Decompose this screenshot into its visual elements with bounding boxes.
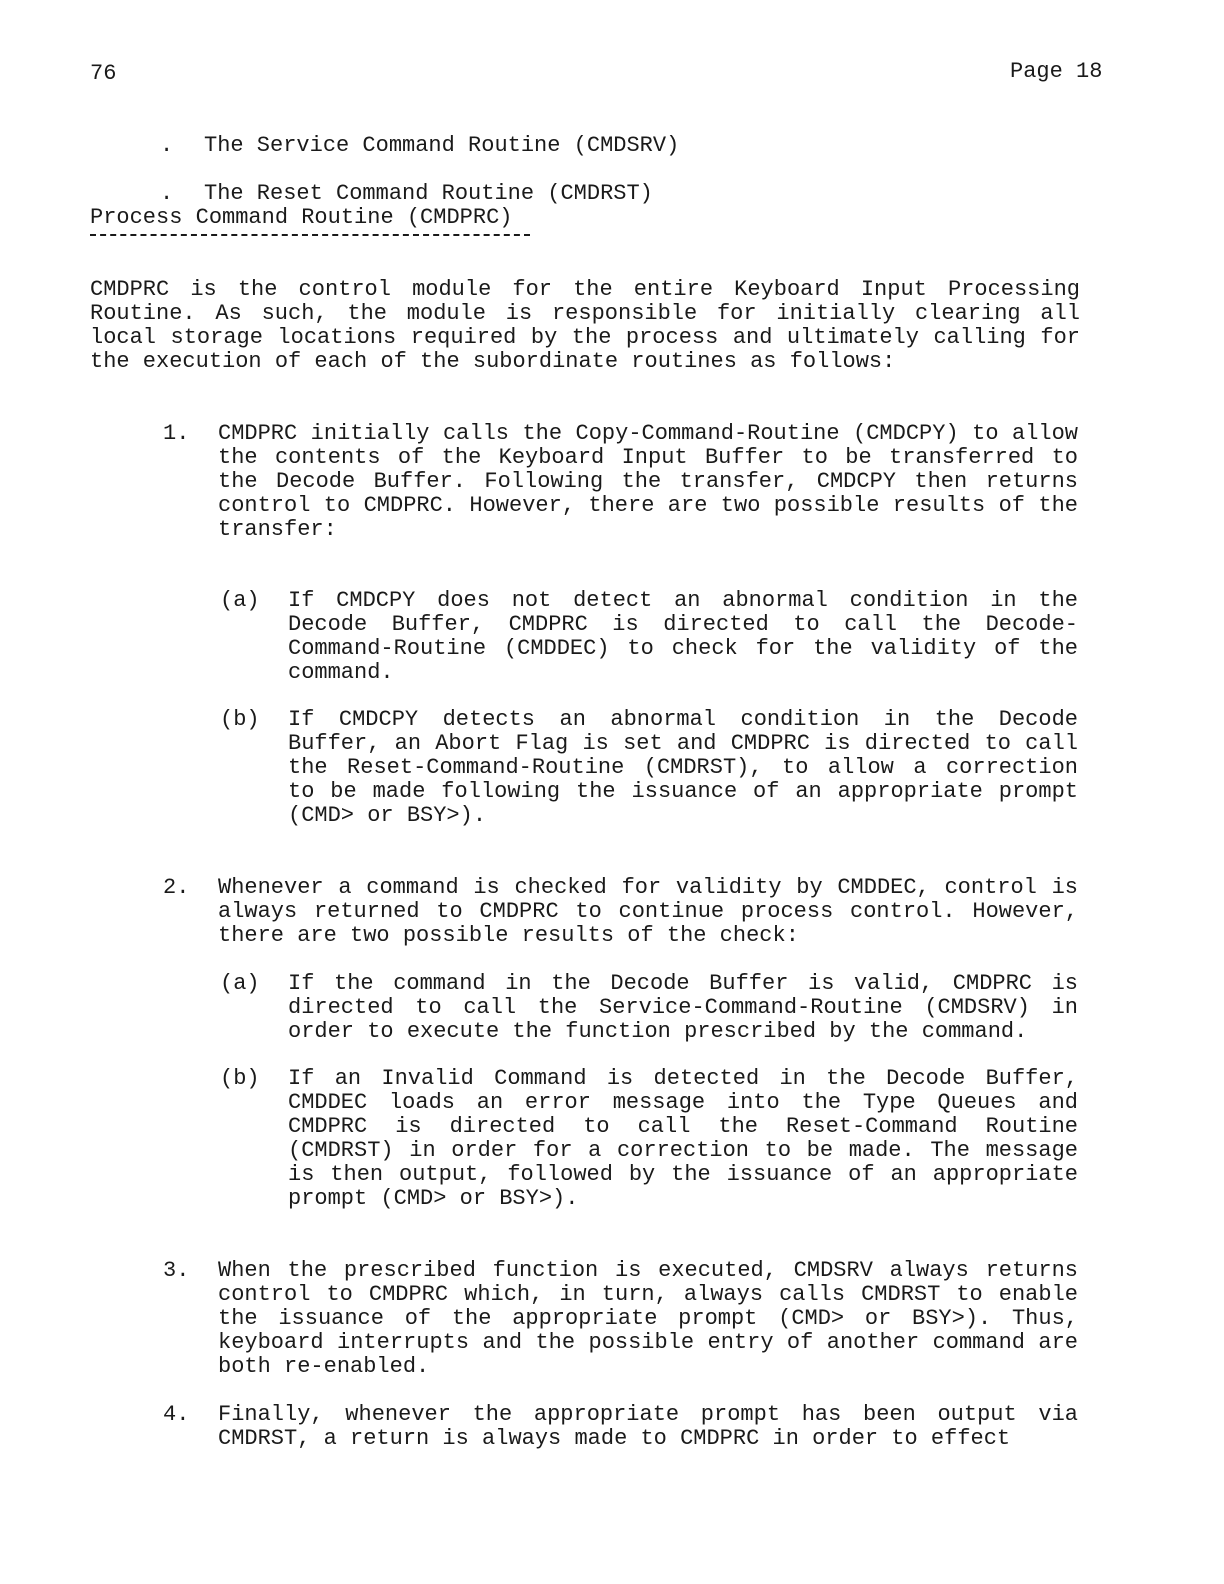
subitem-label: (b) (220, 1066, 260, 1091)
item-text: CMDPRC initially calls the Copy-Command-Routine (CMDCPY) to allow the contents of the Keyboard Input Buffer to be transferred to the Decode Buffer. Following the transfer, CMDCPY then returns control to CMDPRC. However, there are two possible results of the transfer: (218, 421, 1078, 542)
subitem-text: If an Invalid Command is detected in the Decode Buffer, CMDDEC loads an error message into the Type Queues and CMDPRC is directed to call the Reset-Command Routine (CMDRST) in order for a correction to be made. The message is then output, followed by the issuance of an appropriate prompt (CMD> or BSY>). (288, 1066, 1078, 1211)
item-number: 2. (163, 875, 190, 900)
item-number: 3. (163, 1258, 190, 1283)
intro-paragraph: CMDPRC is the control module for the entire Keyboard Input Processing Routine. As such, the module is responsible for initially clearing all local storage locations required by the process and ultimately calling for the execution of each of the subordinate routines as follows: (90, 277, 1080, 374)
item-text: When the prescribed function is executed, CMDSRV always returns control to CMDPRC which, in turn, always calls CMDRST to enable the issuance of the appropriate prompt (CMD> or BSY>). Thus, keyboard interrupts and the possible entry of another command are both re-enabled. (218, 1258, 1078, 1379)
subitem-label: (a) (220, 971, 260, 996)
subitem-label: (b) (220, 707, 260, 732)
item-text: Finally, whenever the appropriate prompt has been output via CMDRST, a return is always made to CMDPRC in order to effect (218, 1402, 1078, 1451)
subitem-text: If CMDCPY detects an abnormal condition in the Decode Buffer, an Abort Flag is set and CMDPRC is directed to call the Reset-Command-Routine (CMDRST), to allow a correction to be made following the issuance of an appropriate prompt (CMD> or BSY>). (288, 707, 1078, 828)
bullet-marker: . (160, 181, 174, 206)
item-number: 1. (163, 421, 190, 446)
bullet-text: The Reset Command Routine (CMDRST) (204, 181, 653, 206)
section-heading: Process Command Routine (CMDPRC) (90, 205, 513, 230)
bullet-marker: . (160, 133, 174, 158)
bullet-item (160, 182, 653, 206)
bullet-item (160, 134, 679, 158)
subitem-label: (a) (220, 588, 260, 613)
subitem-text: If the command in the Decode Buffer is valid, CMDPRC is directed to call the Service-Command-Routine (CMDSRV) in order to execute the function prescribed by the command. (288, 971, 1078, 1044)
item-number: 4. (163, 1402, 190, 1427)
item-text: Whenever a command is checked for validity by CMDDEC, control is always returned to CMDPRC to continue process control. However, there are two possible results of the check: (218, 875, 1078, 948)
page-number-right: Page 18 (1010, 59, 1103, 84)
page-number-left: 76 (90, 61, 117, 86)
subitem-text: If CMDCPY does not detect an abnormal condition in the Decode Buffer, CMDPRC is directed to call the Decode-Command-Routine (CMDDEC) to check for the validity of the command. (288, 588, 1078, 685)
bullet-text: The Service Command Routine (CMDSRV) (204, 133, 680, 158)
heading-underline (90, 234, 530, 236)
